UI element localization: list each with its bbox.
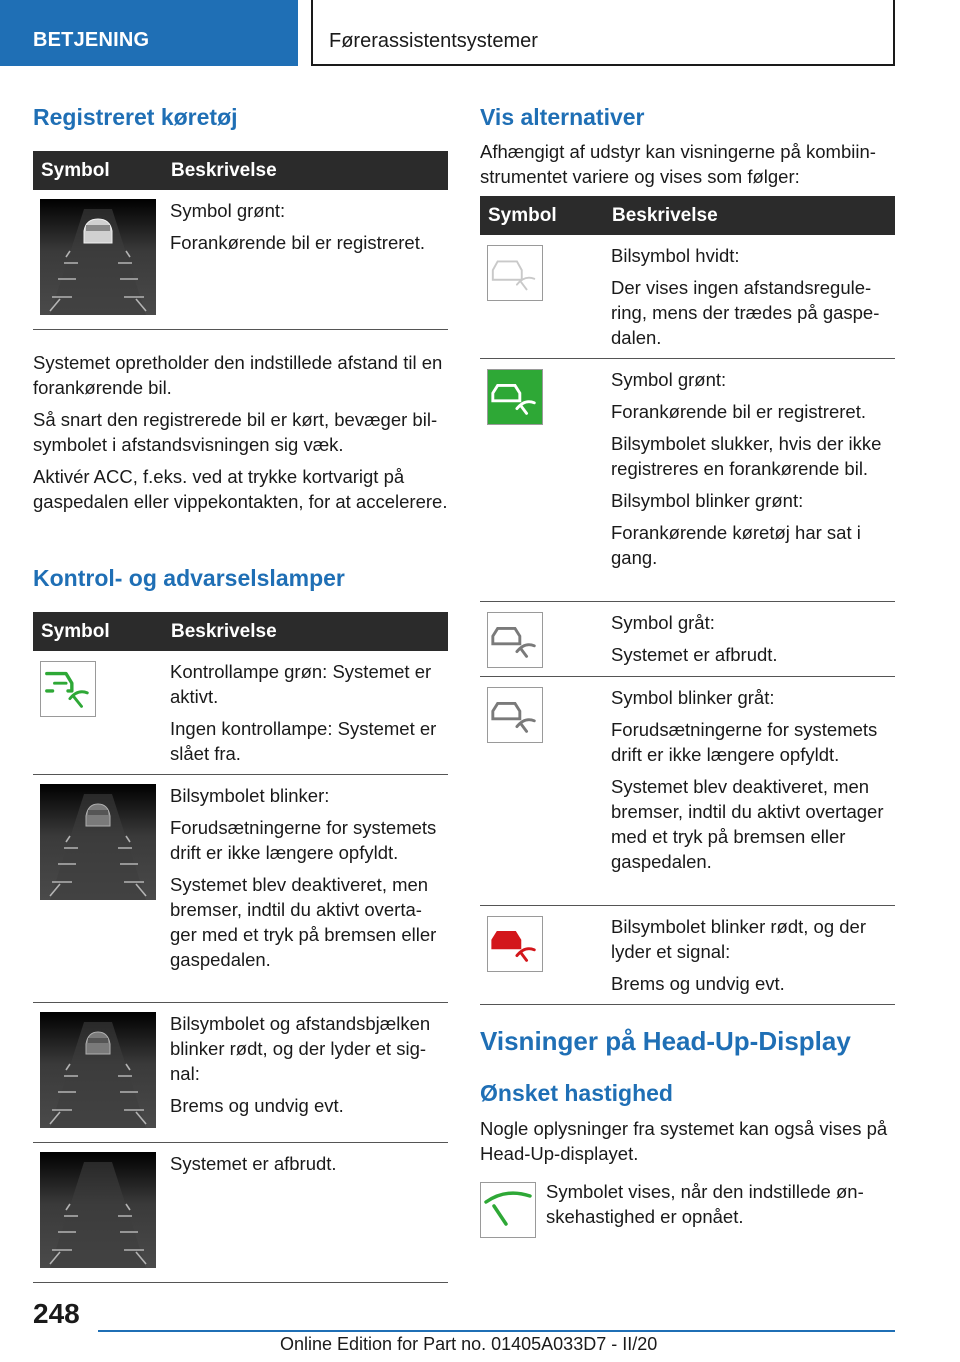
lamps-table [33,612,448,1283]
table-row [480,906,895,1005]
table-row [480,602,895,677]
acc-lamp-green-icon [40,661,96,717]
hud-heading: Visninger på Head-Up-Display [480,1026,851,1056]
table-row [33,1003,448,1143]
description-line: Symbol blinker gråt: [611,687,775,708]
description-line: Symbol grønt: [611,369,727,390]
description-line: Forankørende køretøj har sat i gang. [611,522,861,568]
description-line: Forankørende bil er registreret. [611,401,866,422]
description-line: Forudsætningerne for systemets drift er ikke længere opfyldt. [611,719,878,765]
table-row [33,190,448,330]
hud-text: Nogle oplysninger fra systemet kan også vises på Head-Up-displayet. [480,1118,888,1164]
car-symbol-gray-blink-icon [487,687,543,743]
lane-empty-icon [40,1152,156,1268]
description-line: Systemet er afbrudt. [611,644,778,665]
description-line: Bilsymbolet slukker, hvis der ikke registreres en forankørende bil. [611,433,882,479]
description-line: Bilsymbolet og afstandsbjælken blinker rødt, og der lyder et signal: [170,1013,431,1084]
paragraph: Systemet opretholder den indstillede afstand til en forankørende bil. [33,352,443,398]
description-line: Bilsymbol hvidt: [611,245,740,266]
options-heading: Vis alternativer [480,104,645,130]
description-line: Forankørende bil er registreret. [170,232,425,253]
page-number: 248 [33,1298,80,1329]
section-title: BETJENING [33,29,150,51]
col-symbol-header: Symbol [33,612,163,651]
description-line: Systemet blev deaktiveret, men bremser, indtil du aktivt overtager med et tryk på bremsen eller gaspedalen. [611,776,884,872]
paragraph: Så snart den registrerede bil er kørt, bevæger bilsymbolet i afstandsvisningen sig væk. [33,409,438,455]
lane-car-blinking-icon [40,784,156,900]
car-symbol-gray-icon [487,612,543,668]
car-symbol-white-icon [487,245,543,301]
description-line: Systemet er afbrudt. [170,1153,337,1174]
desired-speed-green-icon [480,1182,536,1238]
table-header [480,196,895,235]
description-line: Bilsymbolet blinker: [170,785,330,806]
table-row [480,359,895,602]
description-line: Systemet blev deaktiveret, men bremser, indtil du aktivt overtager med et tryk på bremsen eller gaspedalen. [170,874,437,970]
table-header [33,151,448,190]
table-row [33,1143,448,1283]
description-line: Symbol grønt: [170,200,286,221]
table-row [33,651,448,775]
registered-vehicle-table [33,151,448,330]
description-line: Brems og undvig evt. [170,1095,344,1116]
car-symbol-green-icon [487,369,543,425]
description-line: Forudsætningerne for systemets drift er ikke længere opfyldt. [170,817,437,863]
footer-divider [98,1330,895,1332]
col-symbol-header: Symbol [33,151,163,190]
options-intro: Afhængigt af udstyr kan visningerne på kombiinstrumentet variere og vises som følger: [480,141,876,187]
lamps-heading: Kontrol- og advarselslamper [33,565,345,591]
description-line: Der vises ingen afstandsregulering, mens der trædes på gaspedalen. [611,277,880,348]
paragraph: Aktivér ACC, f.eks. ved at trykke kortvarigt på gaspedalen eller vippekontakten, for at accelerere. [33,466,448,512]
lane-car-red-icon [40,1012,156,1128]
acc-description [33,350,449,521]
col-description-header: Beskrivelse [604,196,895,235]
lane-car-green-icon [40,199,156,315]
description-line: Brems og undvig evt. [611,973,785,994]
col-description-header: Beskrivelse [163,612,448,651]
description-line: Bilsymbolet blinker rødt, og der lyder et signal: [611,916,866,962]
hud-icon-text: Symbolet vises, når den indstillede ønskehastighed er opnået. [546,1181,864,1227]
table-row [480,677,895,906]
table-header [33,612,448,651]
description-line: Ingen kontrollampe: Systemet er slået fra. [170,718,437,764]
description-line: Symbol gråt: [611,612,715,633]
edition-text: Online Edition for Part no. 01405A033D7 - II/20 [280,1334,658,1354]
col-description-header: Beskrivelse [163,151,448,190]
description-line: Kontrollampe grøn: Systemet er aktivt. [170,661,432,707]
chapter-title: Førerassistentsystemer [329,30,538,52]
section-tab [0,0,298,66]
desired-speed-heading: Ønsket hastighed [480,1080,673,1106]
registered-vehicle-heading: Registreret køretøj [33,104,238,130]
table-row [33,775,448,1003]
col-symbol-header: Symbol [480,196,604,235]
table-row [480,235,895,359]
description-line: Bilsymbol blinker grønt: [611,490,804,511]
chapter-tab [311,0,895,66]
display-options-table [480,196,895,1005]
car-symbol-red-icon [487,916,543,972]
